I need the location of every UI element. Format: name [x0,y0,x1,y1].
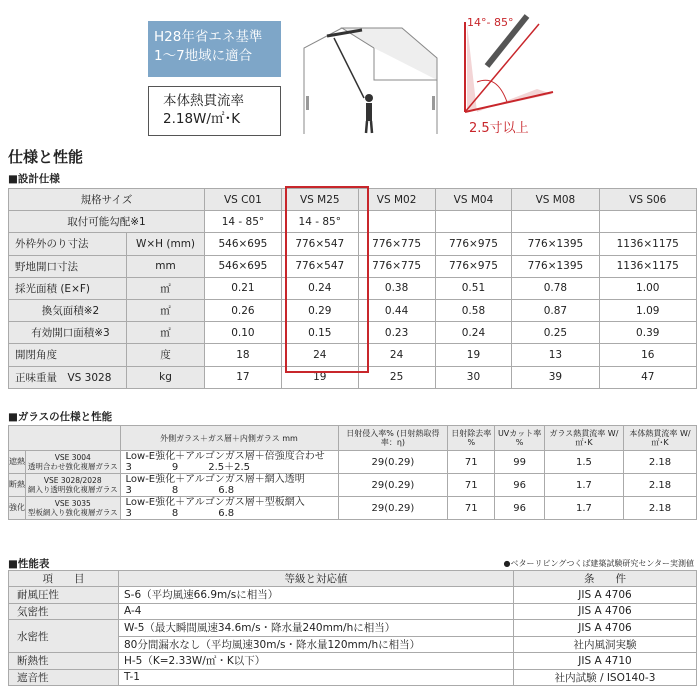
perf-row [9,669,697,686]
perf-header-row [9,571,697,587]
spec-row [9,211,697,233]
glass-code: VSE 3028/2028 [43,476,102,485]
spec-cell: 0.26 [205,299,282,321]
spec-cell: 25 [358,366,435,388]
spec-cell: 776×547 [281,255,358,277]
glass-code: VSE 3035 [54,499,91,508]
perf-condition: JIS A 4706 [514,603,697,620]
glass-comp-thickness: 3 8 6.8 [125,485,235,496]
spec-cell: 0.39 [599,322,697,344]
glass-composition [120,497,338,520]
glass-header: 本体熱貫流率 W/㎡･K [624,426,697,451]
glass-side-label: 断熱 [9,474,26,497]
size-col-header: VS C01 [205,189,282,211]
spec-cell: 19 [435,344,512,366]
glass-desc: 透明合わせ強化複層ガラス [27,462,118,471]
spec-row-label: 開閉角度 [9,344,127,366]
spec-cell: 47 [599,366,697,388]
spec-row-label: 正味重量 VS 3028 [9,366,127,388]
perf-item: 遮音性 [9,669,119,686]
glass-comp-line: Low-E強化＋アルゴンガス層＋網入透明 [125,474,305,485]
spec-cell: 24 [281,344,358,366]
u-value-number: 2.18W/㎡･K [163,111,241,127]
glass-side-label: 遮熱 [9,451,26,474]
size-col-header: VS M25 [281,189,358,211]
spec-row-unit: W×H (mm) [127,233,205,255]
spec-row [9,255,697,277]
glass-header: UVカット率 % [495,426,545,451]
glass-cell: 2.18 [624,451,697,474]
spec-row-unit: kg [127,366,205,388]
spec-subtitle: ■設計仕様 [8,173,60,185]
spec-cell: 776×1395 [512,255,599,277]
spec-cell: 19 [281,366,358,388]
glass-row [9,497,697,520]
glass-desc: 網入り透明強化複層ガラス [27,485,118,494]
glass-subtitle: ■ガラスの仕様と性能 [8,411,113,423]
perf-header: 等級と対応値 [119,571,514,587]
spec-cell: 776×975 [435,255,512,277]
spec-cell: 1136×1175 [599,233,697,255]
spec-cell: 776×547 [281,233,358,255]
spec-table [8,188,697,389]
spec-cell: 0.24 [281,277,358,299]
glass-cell: 2.18 [624,497,697,520]
size-col-header: VS M04 [435,189,512,211]
glass-composition [120,451,338,474]
glass-cell: 29(0.29) [338,451,448,474]
spec-row-label: 野地開口寸法 [9,255,127,277]
spec-cell: 1.09 [599,299,697,321]
perf-condition: 社内風洞実験 [514,636,697,653]
spec-cell: 0.38 [358,277,435,299]
energy-standard-badge [148,21,281,77]
glass-cell: 1.5 [544,451,623,474]
badge-line-1: H28年省エネ基準 [154,29,263,45]
perf-grade: A-4 [119,603,514,620]
glass-desc: 型板網入り強化複層ガラス [27,508,118,517]
glass-header: 外側ガラス＋ガス層＋内側ガラス mm [120,426,338,451]
spec-cell: 0.29 [281,299,358,321]
perf-condition: JIS A 4706 [514,620,697,637]
spec-cell: 546×695 [205,233,282,255]
spec-row [9,366,697,388]
size-col-header: VS M08 [512,189,599,211]
spec-cell: 13 [512,344,599,366]
spec-row-unit: ㎡ [127,322,205,344]
spec-row-label: 取付可能勾配※1 [9,211,205,233]
perf-grade: S-6（平均風速66.9m/sに相当） [119,587,514,604]
glass-cell: 96 [495,497,545,520]
spec-cell: 17 [205,366,282,388]
spec-cell: 1136×1175 [599,255,697,277]
glass-code: VSE 3004 [54,453,91,462]
glass-cell: 1.7 [544,474,623,497]
pitch-label: 2.5寸以上 [469,121,529,136]
badge-line-2: 1～7地域に適合 [154,48,253,64]
glass-composition [120,474,338,497]
perf-condition: JIS A 4706 [514,587,697,604]
spec-row-unit: ㎡ [127,299,205,321]
spec-row [9,344,697,366]
spec-row-label: 外枠外のり寸法 [9,233,127,255]
perf-header: 項 目 [9,571,119,587]
spec-row-label: 換気面積※2 [9,299,127,321]
glass-header: ガラス熱貫流率 W/㎡･K [544,426,623,451]
glass-header-row [9,426,697,451]
spec-cell [512,211,599,233]
glass-cell: 71 [448,474,495,497]
glass-cell: 1.7 [544,497,623,520]
perf-grade: T-1 [119,669,514,686]
spec-cell: 16 [599,344,697,366]
spec-cell: 776×975 [435,233,512,255]
perf-item: 水密性 [9,620,119,653]
spec-cell: 0.10 [205,322,282,344]
glass-cell: 29(0.29) [338,497,448,520]
spec-cell: 0.25 [512,322,599,344]
spec-header-row [9,189,697,211]
glass-row [9,451,697,474]
spec-row-unit: mm [127,255,205,277]
glass-header: 日射除去率 % [448,426,495,451]
perf-condition: 社内試験 / ISO140-3 [514,669,697,686]
glass-comp-thickness: 3 8 6.8 [125,508,235,519]
glass-header: 日射侵入率% (日射熱取得率：η) [338,426,448,451]
glass-row [9,474,697,497]
glass-header-blank [9,426,121,451]
spec-row [9,322,697,344]
perf-item: 耐風圧性 [9,587,119,604]
perf-row [9,653,697,670]
perf-note: ●ベターリビングつくば建築試験研究センター実測値 [503,559,694,568]
u-value-label: 本体熱貫流率 [163,93,244,109]
perf-subtitle: ■性能表 [8,558,50,570]
size-col-header: VS M02 [358,189,435,211]
spec-cell: 0.24 [435,322,512,344]
spec-cell: 0.23 [358,322,435,344]
spec-cell: 0.15 [281,322,358,344]
glass-cell: 2.18 [624,474,697,497]
spec-cell: 18 [205,344,282,366]
perf-row [9,587,697,604]
roof-angle-diagram [457,14,557,139]
size-col-header: VS S06 [599,189,697,211]
perf-grade: W-5（最大瞬間風速34.6m/s・降水量240mm/hに相当） [119,620,514,637]
spec-row-unit: 度 [127,344,205,366]
spec-cell [599,211,697,233]
spec-cell: 39 [512,366,599,388]
spec-cell: 14 - 85° [205,211,282,233]
spec-row [9,233,697,255]
spec-row-unit: ㎡ [127,277,205,299]
spec-cell: 0.87 [512,299,599,321]
perf-row [9,620,697,637]
glass-comp-line: Low-E強化＋アルゴンガス層＋倍強度合わせ [125,451,325,462]
spec-cell: 776×1395 [512,233,599,255]
spec-cell: 0.51 [435,277,512,299]
glass-cell: 29(0.29) [338,474,448,497]
spec-row [9,299,697,321]
glass-cell: 71 [448,497,495,520]
spec-cell: 0.78 [512,277,599,299]
house-illustration [302,18,442,136]
glass-side-label: 強化 [9,497,26,520]
u-value-box [148,86,281,136]
performance-table [8,570,697,686]
glass-comp-thickness: 3 9 2.5＋2.5 [125,462,251,473]
perf-item: 断熱性 [9,653,119,670]
perf-row [9,603,697,620]
perf-header: 条 件 [514,571,697,587]
glass-cell: 99 [495,451,545,474]
spec-cell: 30 [435,366,512,388]
spec-cell: 0.44 [358,299,435,321]
spec-row-label: 採光面積 (E×F) [9,277,127,299]
perf-item: 気密性 [9,603,119,620]
spec-row [9,277,697,299]
spec-cell: 0.58 [435,299,512,321]
spec-cell: 0.21 [205,277,282,299]
glass-name [26,451,121,474]
section-title: 仕様と性能 [8,148,84,166]
glass-name [26,474,121,497]
angle-range-label: 14°- 85° [467,16,514,29]
perf-condition: JIS A 4710 [514,653,697,670]
spec-cell: 24 [358,344,435,366]
glass-name [26,497,121,520]
glass-cell: 71 [448,451,495,474]
spec-cell: 776×775 [358,233,435,255]
perf-grade: H-5（K=2.33W/㎡・K以下） [119,653,514,670]
spec-row-label: 有効開口面積※3 [9,322,127,344]
glass-comp-line: Low-E強化＋アルゴンガス層＋型板網入 [125,497,305,508]
spec-cell: 546×695 [205,255,282,277]
glass-cell: 96 [495,474,545,497]
spec-cell [358,211,435,233]
spec-cell [435,211,512,233]
glass-table [8,425,697,520]
spec-header-label: 規格サイズ [9,189,205,211]
spec-cell: 1.00 [599,277,697,299]
spec-cell: 14 - 85° [281,211,358,233]
perf-grade: 80分間漏水なし（平均風速30m/s・降水量120mm/hに相当） [119,636,514,653]
spec-cell: 776×775 [358,255,435,277]
